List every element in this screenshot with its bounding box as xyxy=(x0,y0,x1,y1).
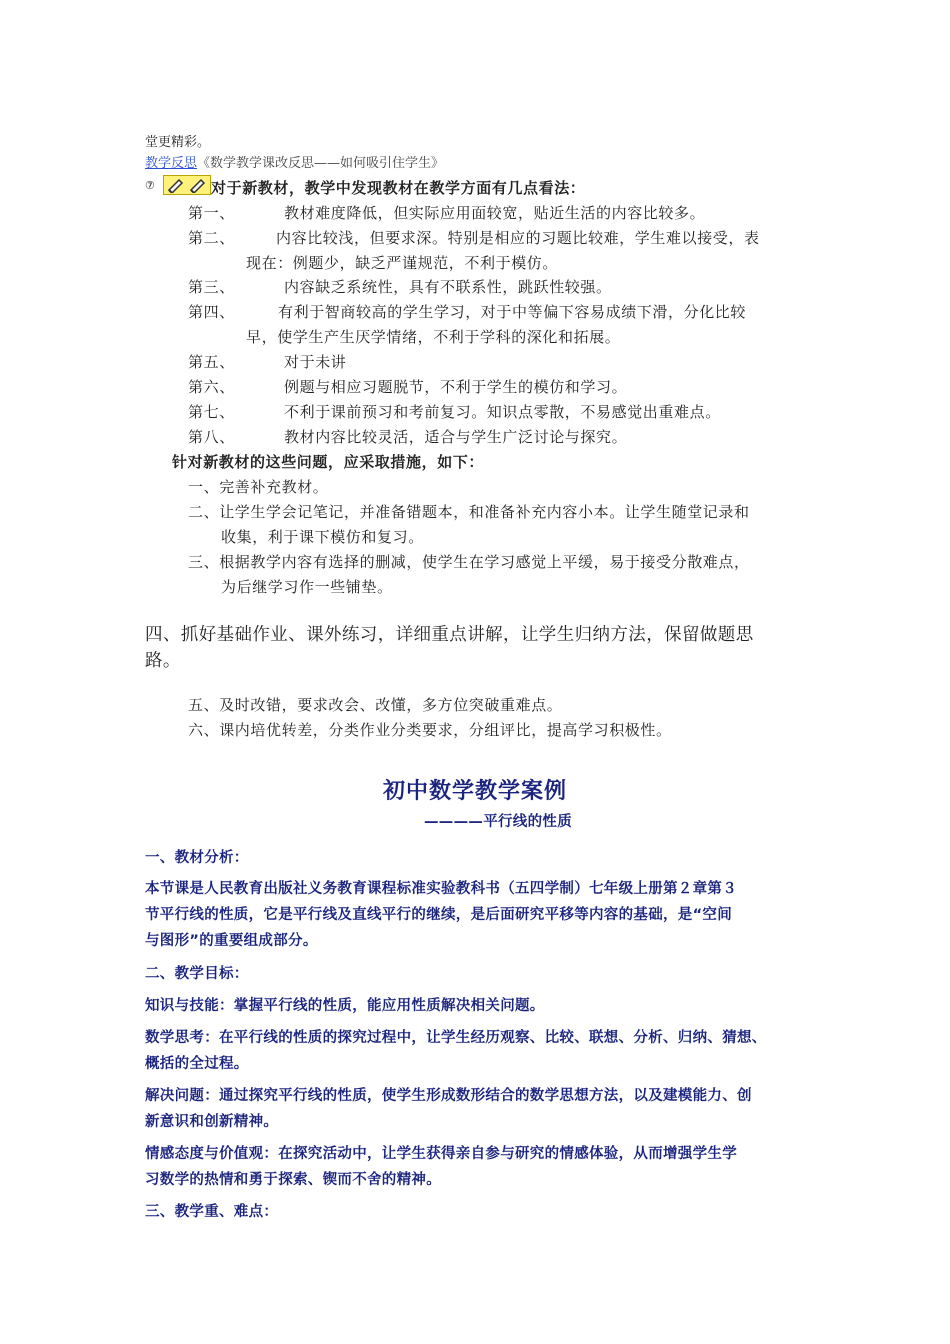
list-item-text: 内容缺乏系统性，具有不联系性，跳跃性较强。 xyxy=(284,278,612,296)
circle-marker: ⑦ xyxy=(145,179,155,192)
list-item-text: 例题与相应习题脱节，不利于学生的模仿和学习。 xyxy=(284,378,628,396)
paragraph-line: 节平行线的性质，它是平行线及直线平行的继续，是后面研究平移等内容的基础，是“空间 xyxy=(145,907,733,923)
list-item-num: 第八、 xyxy=(188,428,235,446)
paragraph-line: 与图形”的重要组成部分。 xyxy=(145,933,318,949)
big-measure-line: 四、抓好基础作业、课外练习，详细重点讲解，让学生归纳方法，保留做题思 xyxy=(145,625,754,645)
list-item-num: 第一、 xyxy=(188,204,235,222)
list-item-num: 第七、 xyxy=(188,403,235,421)
list-item-text: 有利于智商较高的学生学习，对于中等偏下容易成绩下滑，分化比较 xyxy=(278,303,747,321)
measures-heading: 针对新教材的这些问题，应采取措施，如下： xyxy=(172,453,485,471)
measure-item-cont: 为后继学习作一些铺垫。 xyxy=(221,578,393,596)
goal-line: 概括的全过程。 xyxy=(145,1056,249,1072)
list-item-cont: 早，使学生产生厌学情绪，不利于学科的深化和拓展。 xyxy=(246,328,621,346)
top-fragment: 堂更精彩。 xyxy=(145,135,211,150)
list-item-num: 第四、 xyxy=(188,303,235,321)
case-title: 初中数学教学案例 xyxy=(382,779,567,804)
list-item-text: 教材难度降低，但实际应用面较宽，贴近生活的内容比较多。 xyxy=(284,204,706,222)
list-item-cont: 现在：例题少，缺乏严谨规范，不利于模仿。 xyxy=(246,254,559,272)
section-heading: 一、教材分析： xyxy=(145,850,249,866)
measure-item: 三、根据教学内容有选择的删减，使学生在学习感觉上平缓，易于接受分散难点， xyxy=(188,553,750,571)
measure-item: 二、让学生学会记笔记，并准备错题本，和准备补充内容小本。让学生随堂记录和 xyxy=(188,503,750,521)
list-item-num: 第三、 xyxy=(188,278,235,296)
goal-line: 解决问题：通过探究平行线的性质，使学生形成数形结合的数学思想方法，以及建模能力、创 xyxy=(145,1088,752,1104)
list-item-text: 不利于课前预习和考前复习。知识点零散，不易感觉出重难点。 xyxy=(284,403,721,421)
section-heading: 三、教学重、难点： xyxy=(145,1204,279,1220)
reflection-link[interactable]: 教学反思 xyxy=(145,156,198,171)
goal-line: 习数学的热情和勇于探索、锲而不舍的精神。 xyxy=(145,1172,441,1188)
list-item-text: 对于未讲 xyxy=(284,353,347,371)
list-item-num: 第五、 xyxy=(188,353,235,371)
goal-line: 数学思考：在平行线的性质的探究过程中，让学生经历观察、比较、联想、分析、归纳、猜想、 xyxy=(145,1030,767,1046)
goal-line: 知识与技能：掌握平行线的性质，能应用性质解决相关问题。 xyxy=(145,998,545,1014)
reflection-link-line xyxy=(145,152,444,171)
list-item-text: 内容比较浅，但要求深。特别是相应的习题比较难，学生难以接受，表 xyxy=(276,229,760,247)
pencil-icon xyxy=(166,177,186,193)
paragraph-line: 本节课是人民教育出版社义务教育课程标准实验教科书（五四学制）七年级上册第２章第３ xyxy=(145,881,737,897)
measure-item: 五、及时改错，要求改会、改懂，多方位突破重难点。 xyxy=(188,696,563,714)
reflection-link-title: 《数学教学课改反思——如何吸引住学生》 xyxy=(197,156,445,171)
list-item-num: 第二、 xyxy=(188,229,235,247)
goal-line: 情感态度与价值观：在探究活动中，让学生获得亲自参与研究的情感体验，从而增强学生学 xyxy=(145,1146,737,1162)
measure-item: 六、课内培优转差，分类作业分类要求，分组评比，提高学习积极性。 xyxy=(188,721,672,739)
big-measure-line: 路。 xyxy=(145,651,181,671)
case-subtitle: ————平行线的性质 xyxy=(424,814,572,830)
pencil-icon xyxy=(188,177,208,193)
list-item-text: 教材内容比较灵活，适合与学生广泛讨论与探究。 xyxy=(284,428,628,446)
pencil-toolbar-icons xyxy=(163,175,211,195)
measure-item: 一、完善补充教材。 xyxy=(188,478,329,496)
list-item-num: 第六、 xyxy=(188,378,235,396)
reflection-heading: 对于新教材，教学中发现教材在教学方面有几点看法： xyxy=(211,179,586,197)
section-heading: 二、教学目标： xyxy=(145,966,249,982)
goal-line: 新意识和创新精神。 xyxy=(145,1114,279,1130)
measure-item-cont: 收集，利于课下模仿和复习。 xyxy=(221,528,424,546)
